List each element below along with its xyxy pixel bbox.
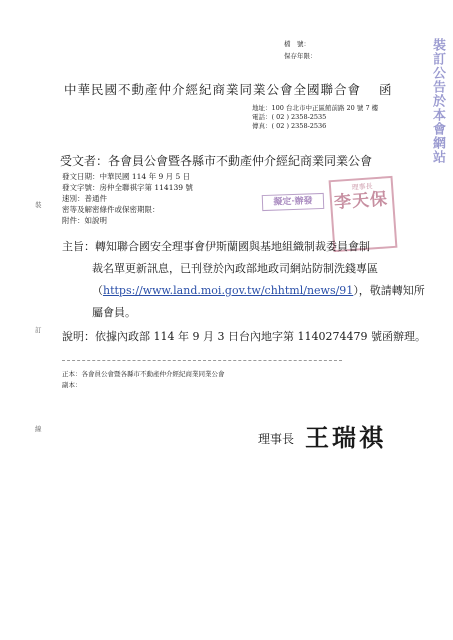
subject-line-4: 屬會員。: [92, 306, 136, 319]
doc-type: 函: [379, 82, 393, 97]
attachment-note: 附件：如說明: [62, 216, 107, 225]
distribution-main: 正本：各會員公會暨各縣市不動產仲介經紀商業同業公會: [62, 370, 225, 378]
recipient: 各會員公會暨各縣市不動產仲介經紀商業同業公會: [108, 154, 373, 168]
distribution-copy: 副本：: [62, 381, 82, 389]
seal-name: 李天保: [333, 189, 389, 213]
recipient-label: 受文者：: [60, 154, 109, 168]
separator-line: [62, 360, 342, 361]
speed-class: 速別：普通件: [62, 194, 107, 203]
margin-mark: 裝: [35, 201, 42, 209]
margin-mark: 線: [35, 425, 42, 433]
contact-address: 地址：100 台北市中正區館前路 20 號 7 樓: [252, 104, 379, 112]
document-header: [64, 80, 393, 98]
signer-name: 王瑞祺: [305, 423, 386, 452]
security-class: 密等及解密條件或保密期限：: [62, 205, 160, 214]
retention-label: 保存年限：: [284, 52, 317, 60]
contact-fax: 傳真：( 02 ) 2358-2536: [252, 122, 327, 130]
explanation-label: 說明：: [62, 330, 95, 343]
seal-title: 理事長: [351, 182, 373, 192]
vertical-note: 裝訂公告於本會網站: [430, 38, 445, 164]
issue-date: 發文日期：中華民國 114 年 9 月 5 日: [62, 172, 191, 181]
subject-label: 主旨：: [62, 240, 95, 253]
subject-line-1: 主旨：轉知聯合國安全理事會伊斯蘭國與基地組織制裁委員會制: [62, 240, 370, 253]
moi-news-link[interactable]: https://www.land.moi.gov.tw/chhtml/news/91: [103, 284, 354, 297]
contact-phone: 電話：( 02 ) 2358-2535: [252, 113, 327, 121]
explanation-text: 依據內政部 114 年 9 月 3 日台內地字第 1140274479 號函辦理。: [95, 330, 426, 343]
issue-number: 發文字號：房仲全聯祺字第 114139 號: [62, 183, 193, 192]
approval-stamp: 擬定·辦發: [262, 193, 325, 211]
explanation-line: [62, 330, 426, 344]
subject-line-3: （https://www.land.moi.gov.tw/chhtml/news/91），敬請轉知所: [92, 284, 425, 297]
recipient-line: [60, 152, 372, 169]
margin-mark: 訂: [35, 326, 42, 334]
subject-line-2: 裁名單更新訊息，已刊登於內政部地政司網站防制洗錢專區: [92, 262, 378, 275]
org-title: 中華民國不動產仲介經紀商業同業公會全國聯合會: [64, 82, 362, 97]
file-number-label: 檔 號：: [284, 40, 310, 48]
signer-title: 理事長: [258, 432, 295, 446]
